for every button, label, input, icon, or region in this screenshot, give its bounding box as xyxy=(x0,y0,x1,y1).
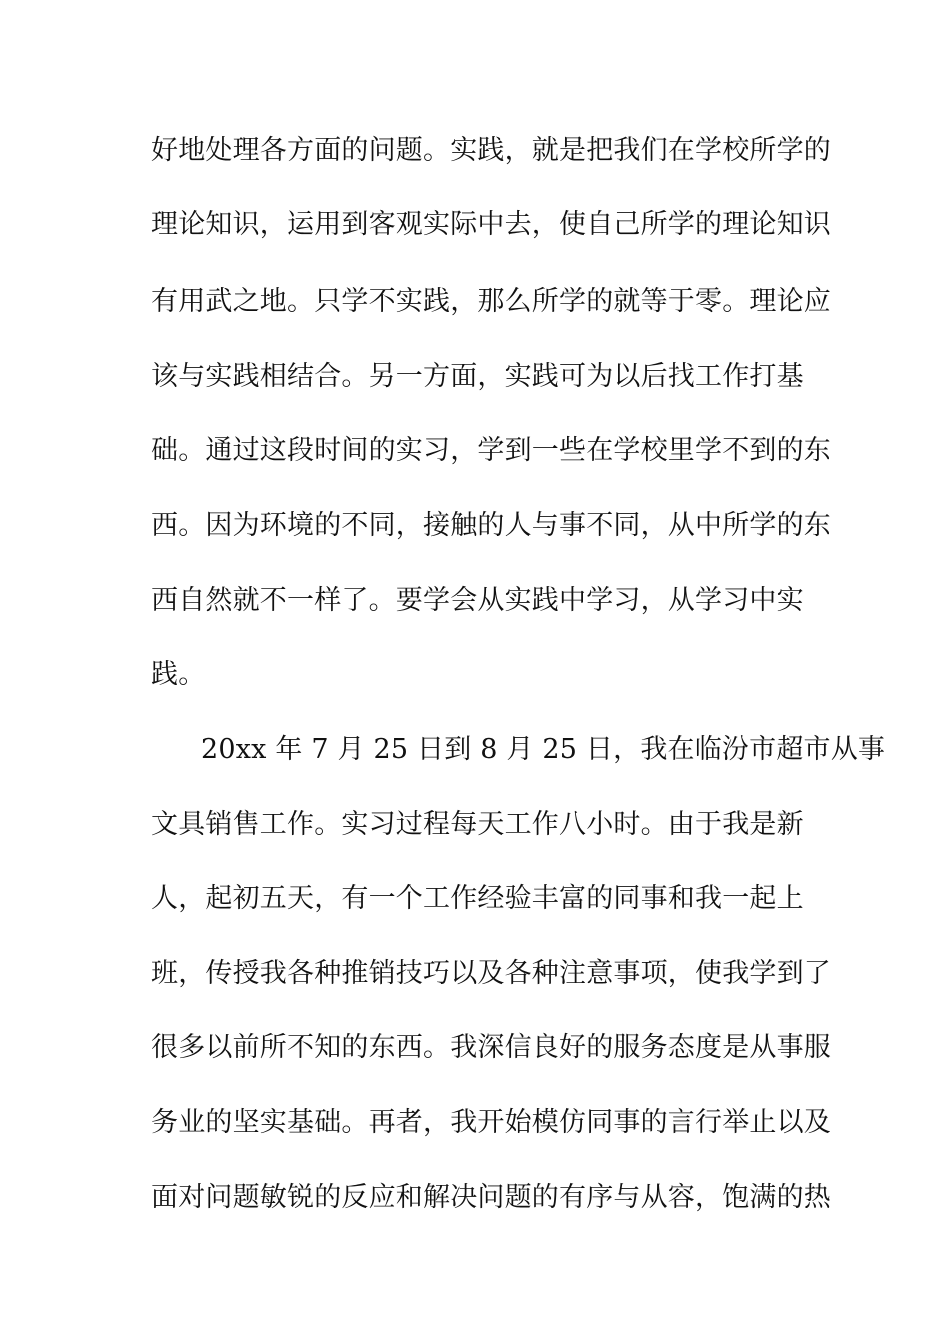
paragraph-2-line-2: 文具销售工作。实习过程每天工作八小时。由于我是新 xyxy=(151,809,804,840)
paragraph-2-line-7: 面对问题敏锐的反应和解决问题的有序与从容，饱满的热 xyxy=(151,1182,831,1213)
paragraph-1-line-8: 践。 xyxy=(151,659,206,690)
paragraph-1-line-5: 础。通过这段时间的实习，学到一些在学校里学不到的东 xyxy=(151,435,831,466)
paragraph-1-line-6: 西。因为环境的不同，接触的人与事不同，从中所学的东 xyxy=(151,510,831,541)
paragraph-1-line-4: 该与实践相结合。另一方面，实践可为以后找工作打基 xyxy=(151,361,804,392)
paragraph-2-line-4: 班，传授我各种推销技巧以及各种注意事项，使我学到了 xyxy=(151,958,831,989)
paragraph-1-line-3: 有用武之地。只学不实践，那么所学的就等于零。理论应 xyxy=(151,286,831,317)
paragraph-1-line-2: 理论知识，运用到客观实际中去，使自己所学的理论知识 xyxy=(151,209,831,240)
paragraph-1-line-1: 好地处理各方面的问题。实践，就是把我们在学校所学的 xyxy=(151,135,831,166)
paragraph-2-line-1: 20xx 年 7 月 25 日到 8 月 25 日，我在临汾市超市从事 xyxy=(201,734,886,765)
paragraph-1-line-7: 西自然就不一样了。要学会从实践中学习，从学习中实 xyxy=(151,585,804,616)
paragraph-2-line-3: 人，起初五天，有一个工作经验丰富的同事和我一起上 xyxy=(151,883,804,914)
paragraph-2-line-6: 务业的坚实基础。再者，我开始模仿同事的言行举止以及 xyxy=(151,1107,831,1138)
paragraph-2-line-5: 很多以前所不知的东西。我深信良好的服务态度是从事服 xyxy=(151,1032,831,1063)
